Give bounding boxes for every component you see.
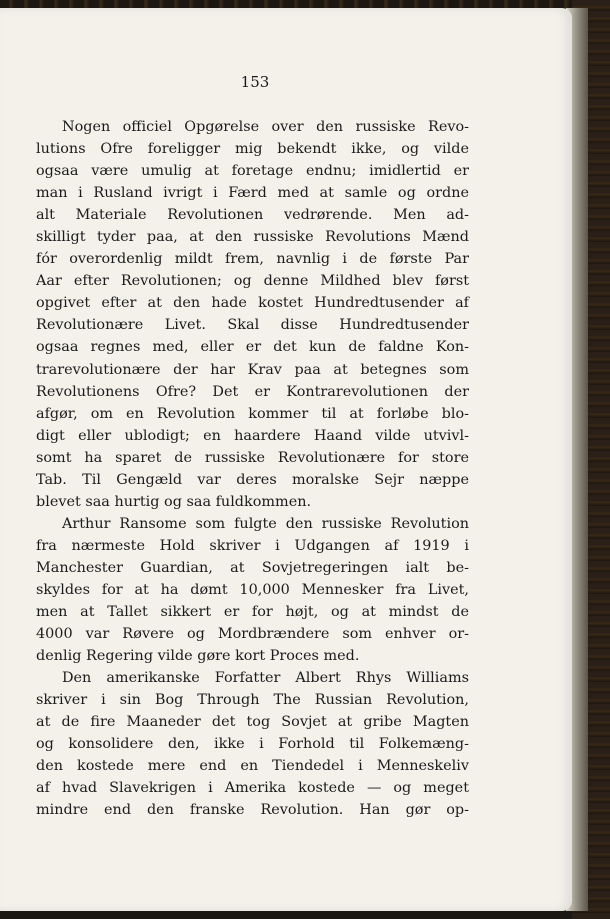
text-line: somt ha sparet de russiske Revolutionære for store	[36, 449, 469, 466]
text-line: opgivet efter at den hade kostet Hundredtusender af	[36, 295, 469, 312]
page-sheet	[0, 8, 572, 911]
text-line: Aar efter Revolutionen; og denne Mildhed blev først	[36, 273, 469, 290]
body-text	[36, 116, 469, 822]
text-line: digt eller ublodigt; en haardere Haand vilde utvivl-	[36, 427, 469, 444]
text-line: og konsolidere den, ikke i Forhold til Folkemæng-	[36, 736, 469, 753]
text-line: Arthur Ransome som fulgte den russiske Revolution	[62, 515, 469, 532]
text-line: Den amerikanske Forfatter Albert Rhys Williams	[62, 670, 469, 687]
text-line: Revolutionære Livet. Skal disse Hundredtusender	[36, 317, 469, 334]
text-line: af hvad Slavekrigen i Amerika kostede — og meget	[36, 780, 469, 797]
text-line: fra nærmeste Hold skriver i Udgangen af 1919 i	[36, 537, 469, 554]
text-line: fór overordenlig mildt frem, navnlig i de første Par	[36, 251, 469, 268]
text-line: Manchester Guardian, at Sovjetregeringen ialt be-	[36, 559, 469, 576]
text-line: alt Materiale Revolutionen vedrørende. Men ad-	[36, 207, 469, 224]
text-line: men at Tallet sikkert er for højt, og at mindst de	[36, 604, 469, 621]
page-number: 153	[240, 73, 270, 91]
text-line: Nogen officiel Opgørelse over den russiske Revo-	[62, 119, 469, 135]
text-line: at de fire Maaneder det tog Sovjet at gribe Magten	[36, 714, 469, 731]
text-line: Revolutionens Ofre? Det er Kontrarevolutionen der	[36, 383, 469, 400]
text-line: den kostede mere end en Tiendedel i Menneskeliv	[36, 758, 469, 775]
text-line: afgør, om en Revolution kommer til at forløbe blo-	[36, 405, 469, 422]
text-line: Tab. Til Gengæld var deres moralske Sejr næppe	[36, 471, 469, 488]
text-line: man i Rusland ivrigt i Færd med at samle og ordne	[36, 185, 469, 202]
text-line: ogsaa regnes med, eller er det kun de faldne Kon-	[36, 339, 469, 356]
text-line: skriver i sin Bog Through The Russian Revolution,	[36, 692, 469, 709]
text-line: mindre end den franske Revolution. Han gør op-	[36, 802, 469, 819]
text-line: ogsaa være umulig at foretage endnu; imidlertid er	[36, 163, 469, 180]
text-line: skilligt tyder paa, at den russiske Revolutions Mænd	[36, 229, 469, 246]
text-line: trarevolutionære der har Krav paa at betegnes som	[36, 361, 469, 378]
text-line: denlig Regering vilde gøre kort Proces med.	[36, 648, 360, 665]
text-line: 4000 var Røvere og Mordbrændere som enhver or-	[36, 626, 469, 643]
text-line: lutions Ofre foreligger mig bekendt ikke, og vilde	[36, 141, 469, 158]
text-line: blevet saa hurtig og saa fuldkommen.	[36, 493, 312, 510]
text-line: skyldes for at ha dømt 10,000 Mennesker fra Livet,	[36, 581, 469, 598]
